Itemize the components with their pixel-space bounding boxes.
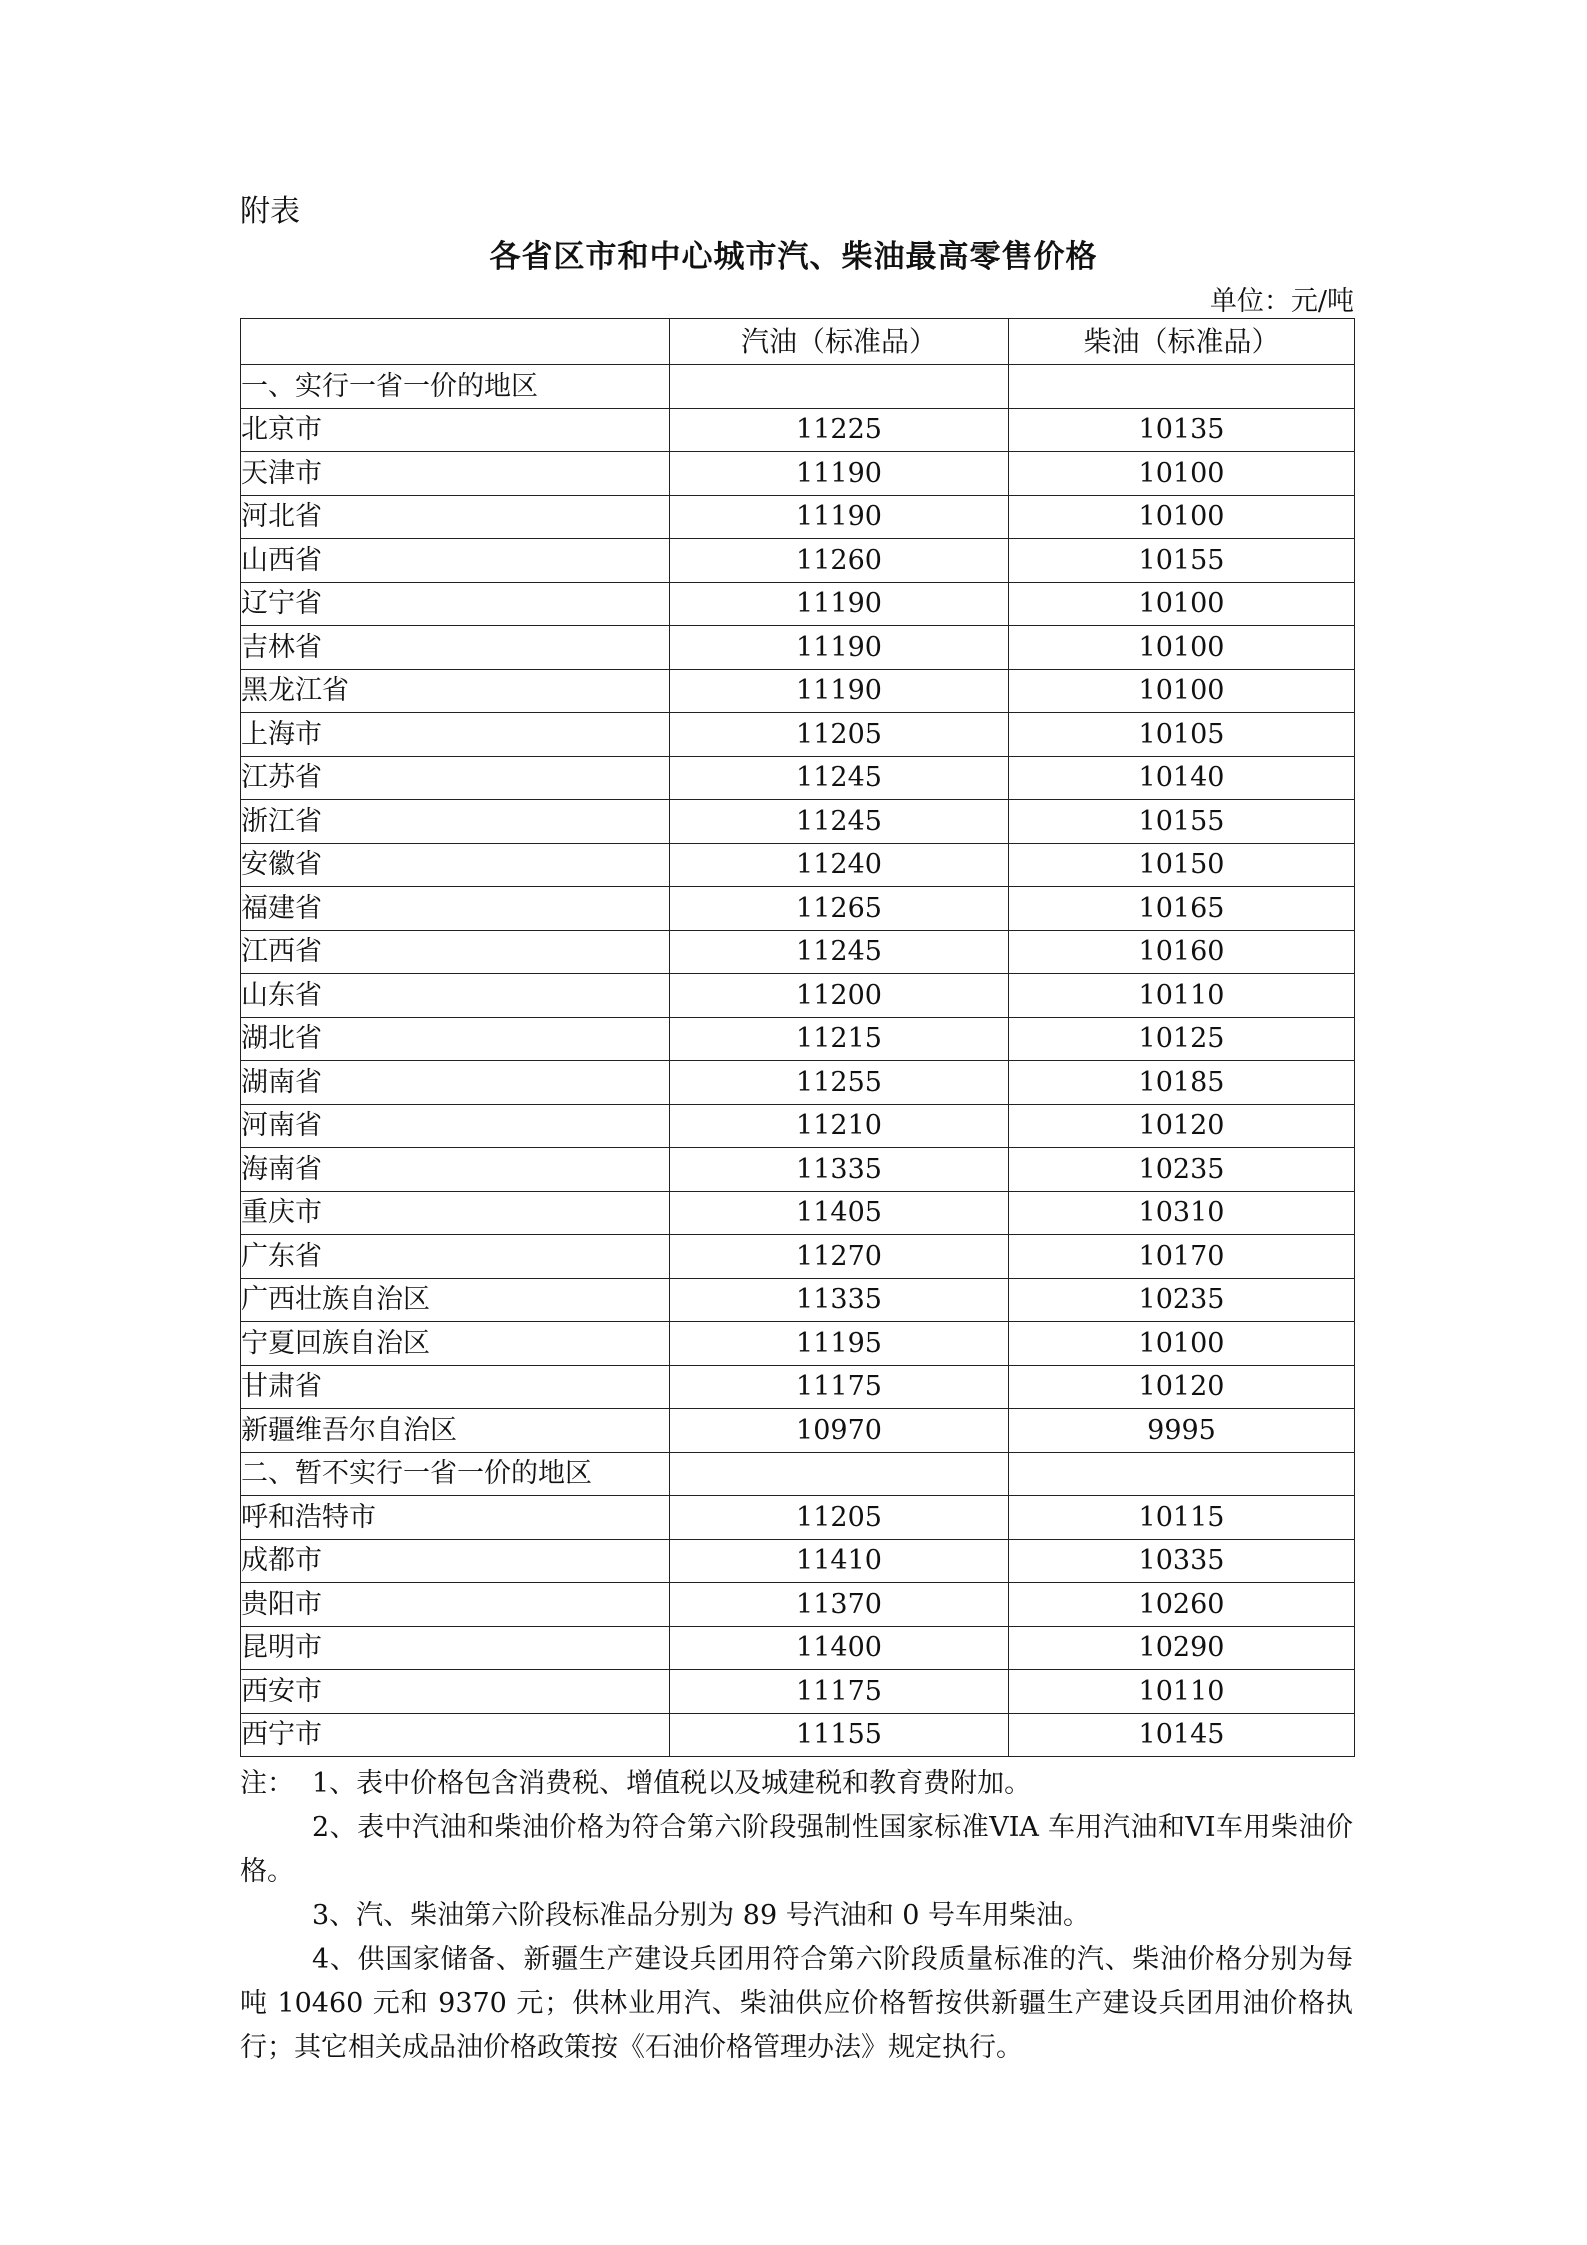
price-table <box>240 318 1355 1757</box>
gasoline-price: 11210 <box>670 1104 1009 1148</box>
header-gasoline: 汽油（标准品） <box>670 319 1009 365</box>
table-row <box>241 1278 1355 1322</box>
attachment-label: 附表 <box>240 194 300 229</box>
table-row <box>241 1713 1355 1757</box>
diesel-price: 10105 <box>1009 713 1355 757</box>
section-diesel-empty <box>1009 365 1355 409</box>
region-name: 河北省 <box>241 495 670 539</box>
diesel-price: 10145 <box>1009 1713 1355 1757</box>
diesel-price: 10310 <box>1009 1191 1355 1235</box>
gasoline-price: 11405 <box>670 1191 1009 1235</box>
region-name: 浙江省 <box>241 800 670 844</box>
table-row <box>241 800 1355 844</box>
table-row <box>241 1496 1355 1540</box>
gasoline-price: 11205 <box>670 1496 1009 1540</box>
table-header-row <box>241 319 1355 365</box>
diesel-price: 10100 <box>1009 1322 1355 1366</box>
table-row <box>241 930 1355 974</box>
diesel-price: 10235 <box>1009 1278 1355 1322</box>
section-label: 一、实行一省一价的地区 <box>241 365 670 409</box>
table-row <box>241 669 1355 713</box>
region-name: 重庆市 <box>241 1191 670 1235</box>
diesel-price: 10290 <box>1009 1626 1355 1670</box>
region-name: 北京市 <box>241 408 670 452</box>
region-name: 安徽省 <box>241 843 670 887</box>
table-row <box>241 408 1355 452</box>
gasoline-price: 11190 <box>670 495 1009 539</box>
diesel-price: 10150 <box>1009 843 1355 887</box>
region-name: 西安市 <box>241 1670 670 1714</box>
table-row <box>241 1539 1355 1583</box>
region-name: 辽宁省 <box>241 582 670 626</box>
table-row <box>241 495 1355 539</box>
gasoline-price: 11190 <box>670 669 1009 713</box>
table-row <box>241 843 1355 887</box>
region-name: 湖南省 <box>241 1061 670 1105</box>
gasoline-price: 11255 <box>670 1061 1009 1105</box>
gasoline-price: 11175 <box>670 1365 1009 1409</box>
unit-label: 单位：元/吨 <box>1209 286 1354 317</box>
table-row <box>241 1235 1355 1279</box>
table-row <box>241 1017 1355 1061</box>
table-row <box>241 539 1355 583</box>
gasoline-price: 11205 <box>670 713 1009 757</box>
region-name: 昆明市 <box>241 1626 670 1670</box>
gasoline-price: 11190 <box>670 626 1009 670</box>
header-region <box>241 319 670 365</box>
table-row <box>241 1104 1355 1148</box>
region-name: 成都市 <box>241 1539 670 1583</box>
table-row <box>241 713 1355 757</box>
gasoline-price: 11335 <box>670 1148 1009 1192</box>
section-label: 二、暂不实行一省一价的地区 <box>241 1452 670 1496</box>
diesel-price: 10115 <box>1009 1496 1355 1540</box>
section-gasoline-empty <box>670 365 1009 409</box>
table-row <box>241 1365 1355 1409</box>
gasoline-price: 11190 <box>670 452 1009 496</box>
table-row <box>241 1626 1355 1670</box>
diesel-price: 10100 <box>1009 626 1355 670</box>
gasoline-price: 11155 <box>670 1713 1009 1757</box>
table-row <box>241 887 1355 931</box>
gasoline-price: 11215 <box>670 1017 1009 1061</box>
diesel-price: 10140 <box>1009 756 1355 800</box>
diesel-price: 10335 <box>1009 1539 1355 1583</box>
section-gasoline-empty <box>670 1452 1009 1496</box>
diesel-price: 10100 <box>1009 669 1355 713</box>
diesel-price: 9995 <box>1009 1409 1355 1453</box>
gasoline-price: 11270 <box>670 1235 1009 1279</box>
gasoline-price: 11190 <box>670 582 1009 626</box>
diesel-price: 10100 <box>1009 495 1355 539</box>
region-name: 山西省 <box>241 539 670 583</box>
diesel-price: 10160 <box>1009 930 1355 974</box>
diesel-price: 10100 <box>1009 452 1355 496</box>
table-row <box>241 452 1355 496</box>
note-item: 3、汽、柴油第六阶段标准品分别为 89 号汽油和 0 号车用柴油。 <box>312 1900 1091 1931</box>
region-name: 广西壮族自治区 <box>241 1278 670 1322</box>
section-row <box>241 365 1355 409</box>
table-row <box>241 1191 1355 1235</box>
diesel-price: 10120 <box>1009 1365 1355 1409</box>
diesel-price: 10120 <box>1009 1104 1355 1148</box>
region-name: 湖北省 <box>241 1017 670 1061</box>
section-row <box>241 1452 1355 1496</box>
region-name: 河南省 <box>241 1104 670 1148</box>
gasoline-price: 11260 <box>670 539 1009 583</box>
gasoline-price: 11370 <box>670 1583 1009 1627</box>
gasoline-price: 11245 <box>670 756 1009 800</box>
page-title: 各省区市和中心城市汽、柴油最高零售价格 <box>489 239 1098 275</box>
diesel-price: 10110 <box>1009 1670 1355 1714</box>
diesel-price: 10100 <box>1009 582 1355 626</box>
region-name: 山东省 <box>241 974 670 1018</box>
note-text: 1、表中价格包含消费税、增值税以及城建税和教育费附加。 <box>312 1768 1032 1799</box>
gasoline-price: 11195 <box>670 1322 1009 1366</box>
diesel-price: 10170 <box>1009 1235 1355 1279</box>
table-row <box>241 582 1355 626</box>
region-name: 上海市 <box>241 713 670 757</box>
gasoline-price: 11245 <box>670 800 1009 844</box>
diesel-price: 10235 <box>1009 1148 1355 1192</box>
header-diesel: 柴油（标准品） <box>1009 319 1355 365</box>
diesel-price: 10165 <box>1009 887 1355 931</box>
table-row <box>241 1583 1355 1627</box>
note-item: 4、供国家储备、新疆生产建设兵团用符合第六阶段质量标准的汽、柴油价格分别为每吨 10460 元和 9370 元；供林业用汽、柴油供应价格暂按供新疆生产建设兵团用油价格执行；其它相关成品油价格政策按《石油价格管理办法》规定执行。 <box>240 1944 1353 2063</box>
diesel-price: 10155 <box>1009 800 1355 844</box>
region-name: 西宁市 <box>241 1713 670 1757</box>
region-name: 江苏省 <box>241 756 670 800</box>
diesel-price: 10125 <box>1009 1017 1355 1061</box>
gasoline-price: 11175 <box>670 1670 1009 1714</box>
region-name: 吉林省 <box>241 626 670 670</box>
gasoline-price: 10970 <box>670 1409 1009 1453</box>
table-row <box>241 1670 1355 1714</box>
gasoline-price: 11400 <box>670 1626 1009 1670</box>
region-name: 海南省 <box>241 1148 670 1192</box>
gasoline-price: 11240 <box>670 843 1009 887</box>
region-name: 宁夏回族自治区 <box>241 1322 670 1366</box>
region-name: 江西省 <box>241 930 670 974</box>
region-name: 新疆维吾尔自治区 <box>241 1409 670 1453</box>
note-prefix: 注： <box>240 1768 294 1799</box>
gasoline-price: 11200 <box>670 974 1009 1018</box>
section-diesel-empty <box>1009 1452 1355 1496</box>
note-item <box>240 1762 1353 1806</box>
region-name: 黑龙江省 <box>241 669 670 713</box>
region-name: 广东省 <box>241 1235 670 1279</box>
diesel-price: 10135 <box>1009 408 1355 452</box>
gasoline-price: 11265 <box>670 887 1009 931</box>
diesel-price: 10185 <box>1009 1061 1355 1105</box>
note-item: 2、表中汽油和柴油价格为符合第六阶段强制性国家标准VIA 车用汽油和VI车用柴油价格。 <box>240 1812 1353 1887</box>
table-row <box>241 756 1355 800</box>
region-name: 福建省 <box>241 887 670 931</box>
gasoline-price: 11245 <box>670 930 1009 974</box>
notes <box>240 1762 1353 2070</box>
gasoline-price: 11410 <box>670 1539 1009 1583</box>
region-name: 呼和浩特市 <box>241 1496 670 1540</box>
diesel-price: 10155 <box>1009 539 1355 583</box>
table-row <box>241 1148 1355 1192</box>
diesel-price: 10260 <box>1009 1583 1355 1627</box>
region-name: 贵阳市 <box>241 1583 670 1627</box>
gasoline-price: 11225 <box>670 408 1009 452</box>
gasoline-price: 11335 <box>670 1278 1009 1322</box>
region-name: 甘肃省 <box>241 1365 670 1409</box>
diesel-price: 10110 <box>1009 974 1355 1018</box>
table-row <box>241 1322 1355 1366</box>
table-row <box>241 626 1355 670</box>
table-row <box>241 974 1355 1018</box>
table-row <box>241 1061 1355 1105</box>
region-name: 天津市 <box>241 452 670 496</box>
table-row <box>241 1409 1355 1453</box>
